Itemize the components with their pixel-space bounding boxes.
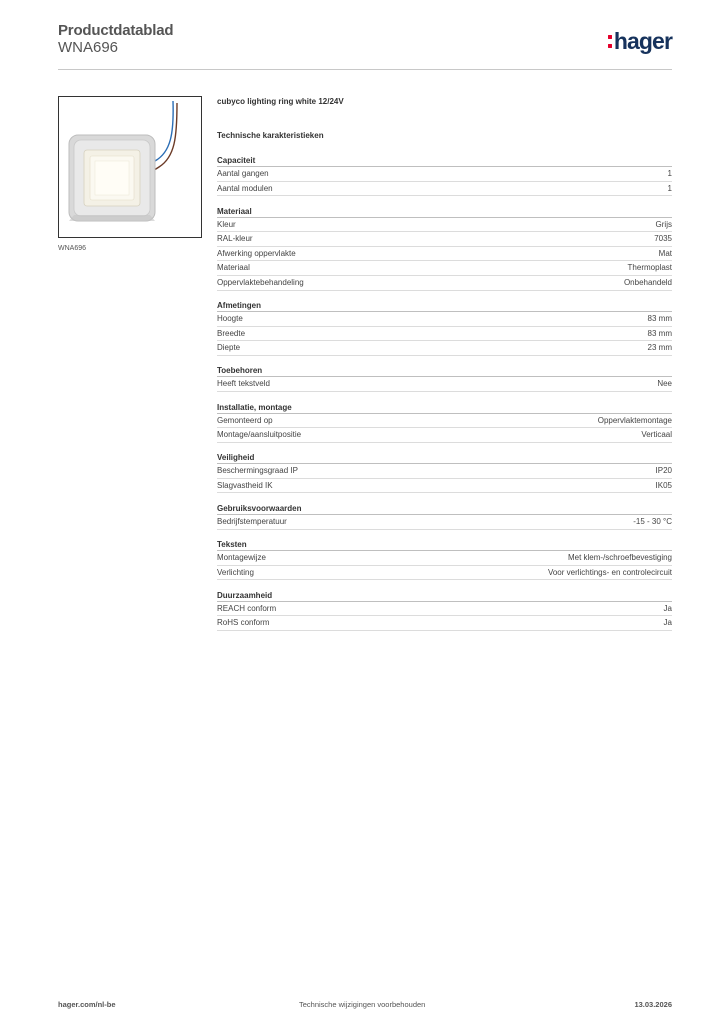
page-footer <box>58 1000 672 1012</box>
spec-label: Aantal modulen <box>217 183 273 193</box>
spec-label: Kleur <box>217 219 236 229</box>
spec-row <box>217 247 672 262</box>
spec-value: 23 mm <box>647 343 672 353</box>
spec-group-title: Gebruiksvoorwaarden <box>217 503 672 515</box>
spec-label: Gemonteerd op <box>217 415 273 425</box>
logo-dots-icon <box>608 35 612 48</box>
product-photo-lighting-ring-icon <box>59 97 202 238</box>
spec-group-title: Teksten <box>217 539 672 551</box>
spec-row <box>217 464 672 479</box>
spec-group-title: Materiaal <box>217 206 672 218</box>
product-image <box>58 96 202 238</box>
spec-label: Montagewijze <box>217 553 266 562</box>
spec-value: Nee <box>657 379 672 389</box>
spec-value: 83 mm <box>647 314 672 324</box>
spec-value: Voor verlichtings- en controlecircuit <box>547 567 672 577</box>
spec-label: Verlichting <box>217 567 254 577</box>
spec-label: Afwerking oppervlakte <box>217 248 296 258</box>
spec-row <box>217 602 672 617</box>
spec-label: Materiaal <box>217 263 250 273</box>
footer-notice: Technische wijzigingen voorbehouden <box>299 1000 426 1009</box>
spec-row <box>217 218 672 233</box>
spec-value: Ja <box>663 603 672 613</box>
image-caption: WNA696 <box>58 245 87 252</box>
spec-value: Mat <box>658 248 672 258</box>
footer-date: 13.03.2026 <box>634 1000 672 1009</box>
spec-row <box>217 515 672 530</box>
spec-label: Oppervlaktebehandeling <box>217 278 304 288</box>
spec-row <box>217 341 672 356</box>
document-title: Productdatablad <box>58 22 174 39</box>
spec-value: -15 - 30 °C <box>633 516 672 526</box>
spec-row <box>217 616 672 631</box>
spec-heading: Technische karakteristieken <box>217 131 324 140</box>
spec-row <box>217 428 672 443</box>
spec-label: RoHS conform <box>217 618 270 628</box>
spec-value: 7035 <box>654 234 672 244</box>
spec-row <box>217 276 672 291</box>
spec-label: REACH conform <box>217 603 277 613</box>
spec-value: 83 mm <box>647 328 672 338</box>
spec-row <box>217 312 672 327</box>
spec-label: Montage/aansluitpositie <box>217 430 302 440</box>
spec-value: 1 <box>667 183 672 193</box>
spec-value: Thermoplast <box>627 263 672 273</box>
spec-value: Met klem-/schroefbevestiging <box>567 553 672 562</box>
spec-row <box>217 377 672 392</box>
spec-group-title: Toebehoren <box>217 365 672 377</box>
spec-table <box>217 155 672 640</box>
footer-website: hager.com/nl-be <box>58 1000 116 1009</box>
spec-value: Verticaal <box>641 430 672 440</box>
spec-value: IP20 <box>655 466 672 476</box>
spec-value: Oppervlaktemontage <box>597 415 672 425</box>
spec-label: RAL-kleur <box>217 234 253 244</box>
spec-label: Beschermingsgraad IP <box>217 466 298 476</box>
spec-label: Hoogte <box>217 314 243 324</box>
spec-value: IK05 <box>655 480 672 490</box>
spec-row <box>217 232 672 247</box>
spec-label: Diepte <box>217 343 241 353</box>
spec-label: Bedrijfstemperatuur <box>217 516 287 526</box>
spec-group-title: Installatie, montage <box>217 402 672 414</box>
spec-value: Grijs <box>655 219 672 229</box>
spec-row <box>217 327 672 342</box>
spec-label: Breedte <box>217 328 246 338</box>
spec-group <box>217 155 672 196</box>
product-name: cubyco lighting ring white 12/24V <box>217 97 344 106</box>
spec-group <box>217 206 672 291</box>
spec-row <box>217 182 672 197</box>
spec-group-title: Veiligheid <box>217 452 672 464</box>
spec-group <box>217 503 672 530</box>
hager-logo <box>608 28 672 54</box>
spec-group-title: Capaciteit <box>217 155 672 167</box>
spec-row <box>217 414 672 429</box>
spec-value: Ja <box>663 618 672 628</box>
spec-value: Onbehandeld <box>623 278 672 288</box>
spec-group <box>217 300 672 356</box>
logo-text: hager <box>613 28 672 54</box>
spec-group <box>217 590 672 631</box>
spec-group <box>217 365 672 392</box>
spec-group-title: Duurzaamheid <box>217 590 672 602</box>
spec-group-title: Afmetingen <box>217 300 672 312</box>
page-header <box>58 22 672 70</box>
spec-row <box>217 551 672 566</box>
spec-group <box>217 539 672 580</box>
spec-label: Aantal gangen <box>217 169 269 178</box>
spec-group <box>217 402 672 443</box>
spec-label: Heeft tekstveld <box>217 379 270 389</box>
spec-row <box>217 167 672 182</box>
spec-row <box>217 479 672 494</box>
spec-label: Slagvastheid IK <box>217 480 273 490</box>
spec-row <box>217 261 672 276</box>
spec-group <box>217 452 672 493</box>
product-code: WNA696 <box>58 39 119 56</box>
spec-row <box>217 566 672 581</box>
spec-value: 1 <box>667 169 672 178</box>
